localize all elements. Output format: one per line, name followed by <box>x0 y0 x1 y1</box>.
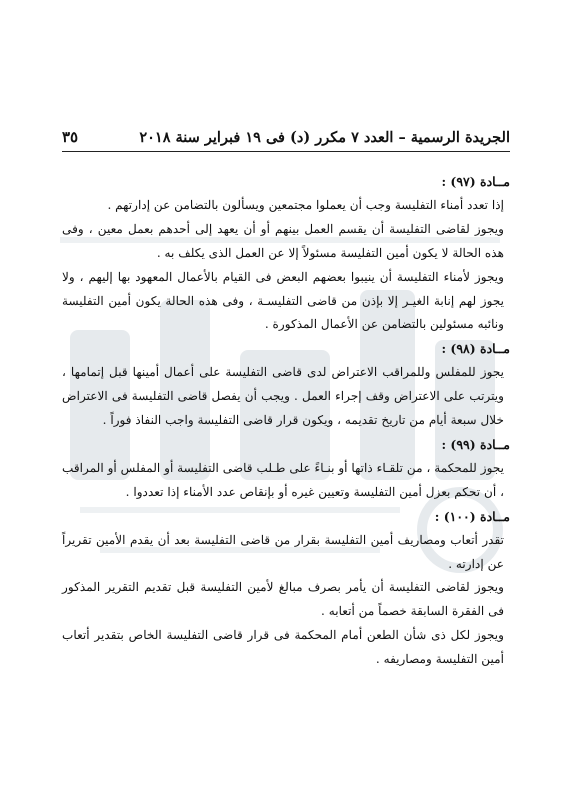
paragraph: إذا تعدد أمناء التفليسة وجب أن يعملوا مجتمعين ويسألون بالتضامن عن إدارتهم . <box>107 197 504 212</box>
paragraph: تقدر أتعاب ومصاريف أمين التفليسة بقرار من قاضى التفليسة بعد أن يقدم الأمين تقريراً عن إدارته . <box>62 532 504 571</box>
paragraph: يجوز للمحكمة ، من تلقـاء ذاتها أو بنـاءً على طـلب قاضى التفليسة أو المفلس أو المراقب ، أن تحكم بعزل أمين التفليسة وتعيين غيره أو بإنقاص عدد الأمناء إذا تعددوا . <box>62 460 504 499</box>
article-heading-100: مــادة (١٠٠) : <box>434 508 510 524</box>
article-heading-98: مــادة (٩٨) : <box>441 341 510 357</box>
page-header <box>62 126 510 148</box>
paragraph: يجوز للمفلس وللمراقب الاعتراض لدى قاضى التفليسة على أعمال أمينها قبل إتمامها ، ويترتب على الاعتراض وقف إجراء العمل . ويجب أن يفصل قاضى التفليسة فى الاعتراض خلال سبعة أيام من تاريخ تقديمه ، ويكون قرار قاضى التفليسة واجب النفاذ فوراً . <box>62 365 504 428</box>
paragraph: ويجوز لأمناء التفليسة أن ينيبوا بعضهم البعض فى القيام بالأعمال المعهود بها إليهم ، ولا يجوز لهم إنابة الغيـر إلا بإذن من قاضى التفليسـة ، وفى هذه الحالة يكون أمين التفليسة ونائبه مسئولين بالتضامن عن الأعمال المذكورة . <box>62 269 504 332</box>
header-rule <box>62 151 510 152</box>
paragraph: ويجوز لقاضى التفليسة أن يقسم العمل بينهم أو أن يعهد إلى أحدهم بعمل معين ، وفى هذه الحالة لا يكون أمين التفليسة مسئولاً إلا عن العمل الذى يكلف به . <box>62 221 504 260</box>
paragraph: ويجوز لقاضى التفليسة أن يأمر بصرف مبالغ لأمين التفليسة قبل تقديم التقرير المذكور فى الفقرة السابقة خصماً من أتعابه . <box>62 580 504 619</box>
document-body <box>62 170 510 672</box>
article-heading-99: مــادة (٩٩) : <box>441 436 510 452</box>
gazette-title: الجريدة الرسمية – العدد ٧ مكرر (د) فى ١٩ فبراير سنة ٢٠١٨ <box>139 128 510 146</box>
article-heading-97: مــادة (٩٧) : <box>441 174 510 189</box>
page-number: ٣٥ <box>62 128 79 146</box>
paragraph: ويجوز لكل ذى شأن الطعن أمام المحكمة فى قرار قاضى التفليسة الخاص بتقدير أتعاب أمين التفليسة ومصاريفه . <box>62 628 504 667</box>
